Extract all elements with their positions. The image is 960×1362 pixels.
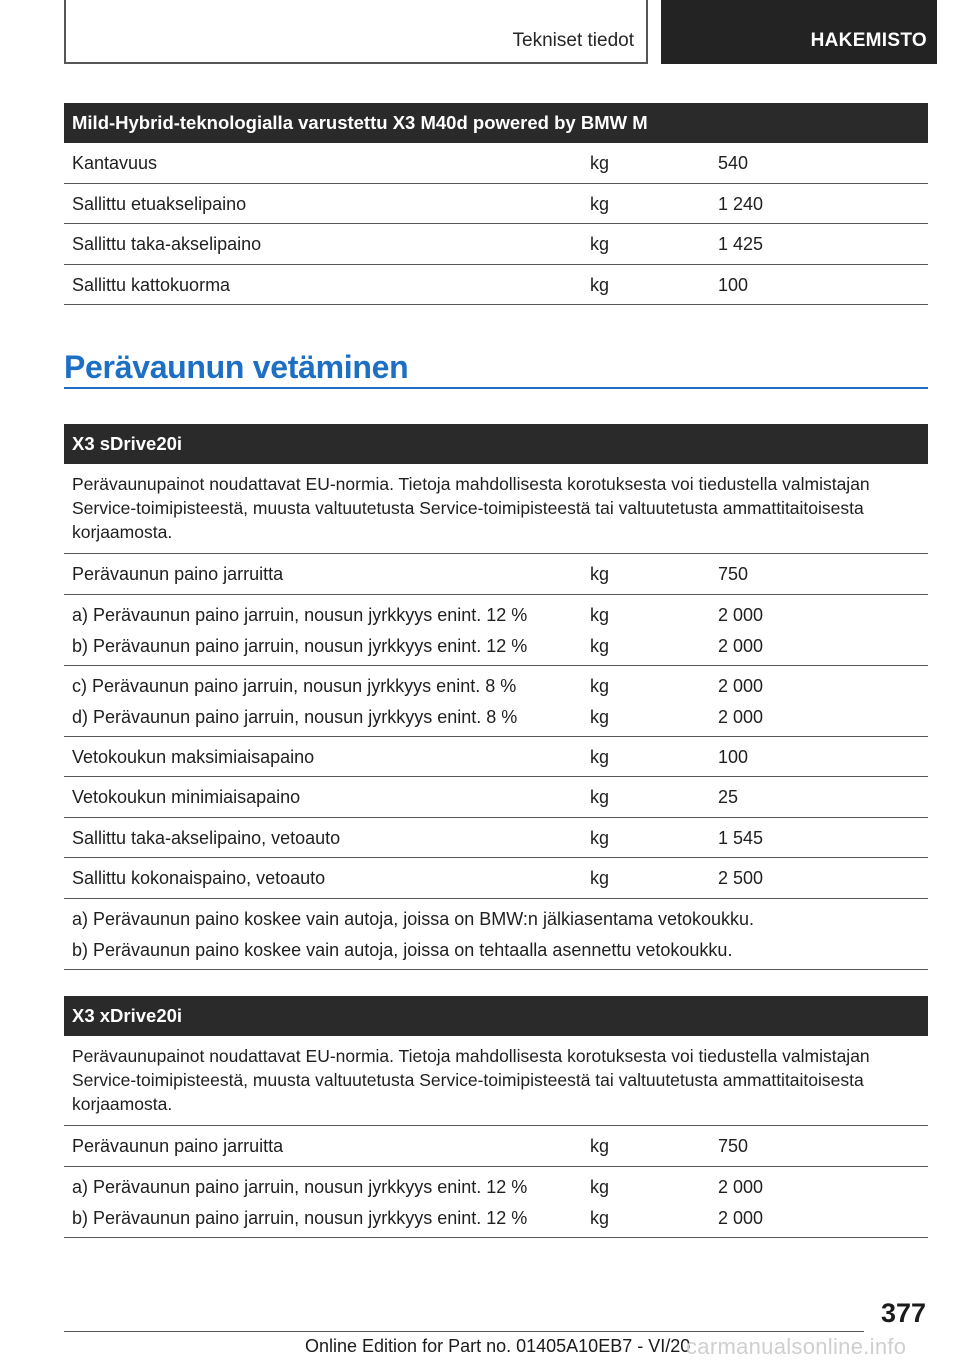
table-intro: Perävaunupainot noudattavat EU-normia. Tietoja mahdollisesta korotuksesta voi tiedustella valmistajan Service-toimipisteestä, muusta valtuutetusta Service-toimipisteestä tai valtuutetusta ammattitaitoisesta korjaamosta. <box>64 464 928 554</box>
table-row <box>64 265 928 306</box>
row-value: 540 <box>718 153 749 173</box>
table-title: Mild-Hybrid-teknologialla varustettu X3 M40d powered by BMW M <box>64 103 928 143</box>
header-tab-technical-data[interactable] <box>64 0 648 64</box>
row-label: a) Perävaunun paino jarruin, nousun jyrkkyys enint. 12 % <box>72 1176 528 1197</box>
row-unit: kg <box>590 706 610 727</box>
row-unit: kg <box>590 193 610 214</box>
row-label: Kantavuus <box>72 153 158 173</box>
footer-edition: Online Edition for Part no. 01405A10EB7 - VI/20 <box>305 1336 691 1356</box>
section-title: Perävaunun vetäminen <box>64 347 928 389</box>
watermark: carmanualsonline.info <box>686 1334 907 1359</box>
row-value: 750 <box>718 1136 749 1156</box>
footer-divider <box>64 1331 864 1332</box>
row-unit: kg <box>590 274 610 295</box>
row-label: Vetokoukun minimiaisapaino <box>72 787 301 807</box>
row-label: b) Perävaunun paino jarruin, nousun jyrkkyys enint. 12 % <box>72 635 528 656</box>
row-value: 1 545 <box>718 827 764 848</box>
row-value: 2 000 <box>718 604 764 625</box>
row-label: Vetokoukun maksimiaisapaino <box>72 746 315 767</box>
table-row <box>64 1126 928 1167</box>
row-value: 25 <box>718 787 739 807</box>
table-row <box>64 1167 928 1238</box>
table-row <box>64 224 928 265</box>
row-label: Sallittu kattokuorma <box>72 274 231 295</box>
table-x3-m40d <box>64 103 928 305</box>
table-row <box>64 666 928 737</box>
row-unit: kg <box>590 868 610 888</box>
header-tab-label: HAKEMISTO <box>810 30 927 51</box>
row-value: 2 000 <box>718 706 764 727</box>
row-label: Sallittu taka-akselipaino <box>72 234 262 254</box>
table-row <box>64 777 928 818</box>
row-value: 750 <box>718 564 749 584</box>
row-unit: kg <box>590 746 610 767</box>
row-unit: kg <box>590 1176 610 1197</box>
table-row <box>64 818 928 859</box>
table-intro: Perävaunupainot noudattavat EU-normia. Tietoja mahdollisesta korotuksesta voi tiedustella valmistajan Service-toimipisteestä, muusta valtuutetusta Service-toimipisteestä tai valtuutetusta ammattitaitoisesta korjaamosta. <box>64 1036 928 1126</box>
table-footnotes <box>64 899 928 970</box>
row-label: Perävaunun paino jarruitta <box>72 564 284 584</box>
row-label: Perävaunun paino jarruitta <box>72 1136 284 1156</box>
table-row <box>64 184 928 225</box>
row-unit: kg <box>590 153 610 173</box>
row-label: c) Perävaunun paino jarruin, nousun jyrkkyys enint. 8 % <box>72 675 517 696</box>
row-unit: kg <box>590 234 610 254</box>
row-value: 2 000 <box>718 675 764 696</box>
table-row <box>64 143 928 184</box>
table-row <box>64 554 928 595</box>
table-x3-sdrive20i <box>64 424 928 970</box>
table-row <box>64 858 928 899</box>
row-value: 100 <box>718 746 749 767</box>
row-unit: kg <box>590 635 610 656</box>
table-row <box>64 595 928 666</box>
row-label: Sallittu taka-akselipaino, vetoauto <box>72 827 341 848</box>
row-unit: kg <box>590 787 610 807</box>
row-unit: kg <box>590 564 610 584</box>
row-unit: kg <box>590 827 610 848</box>
row-label: Sallittu kokonaispaino, vetoauto <box>72 868 326 888</box>
table-x3-xdrive20i <box>64 996 928 1238</box>
row-unit: kg <box>590 1136 610 1156</box>
table-title: X3 xDrive20i <box>64 996 928 1036</box>
row-value: 2 000 <box>718 635 764 656</box>
row-value: 2 500 <box>718 868 764 888</box>
table-row <box>64 737 928 778</box>
row-label: d) Perävaunun paino jarruin, nousun jyrkkyys enint. 8 % <box>72 706 518 727</box>
footnote-b: b) Perävaunun paino koskee vain autoja, joissa on tehtaalla asennettu vetokoukku. <box>72 939 733 960</box>
row-label: a) Perävaunun paino jarruin, nousun jyrkkyys enint. 12 % <box>72 604 528 625</box>
table-title: X3 sDrive20i <box>64 424 928 464</box>
header-tab-label: Tekniset tiedot <box>512 30 634 51</box>
row-unit: kg <box>590 675 610 696</box>
row-value: 1 425 <box>718 234 764 254</box>
row-label: b) Perävaunun paino jarruin, nousun jyrkkyys enint. 12 % <box>72 1207 528 1228</box>
row-unit: kg <box>590 604 610 625</box>
row-value: 1 240 <box>718 193 764 214</box>
row-value: 2 000 <box>718 1207 764 1228</box>
footnote-a: a) Perävaunun paino koskee vain autoja, joissa on BMW:n jälkiasentama vetokoukku. <box>72 908 755 929</box>
page-number: 377 <box>880 1298 926 1328</box>
row-value: 100 <box>718 274 749 295</box>
row-value: 2 000 <box>718 1176 764 1197</box>
header-tab-index[interactable] <box>661 0 937 64</box>
row-unit: kg <box>590 1207 610 1228</box>
row-label: Sallittu etuakselipaino <box>72 193 247 214</box>
